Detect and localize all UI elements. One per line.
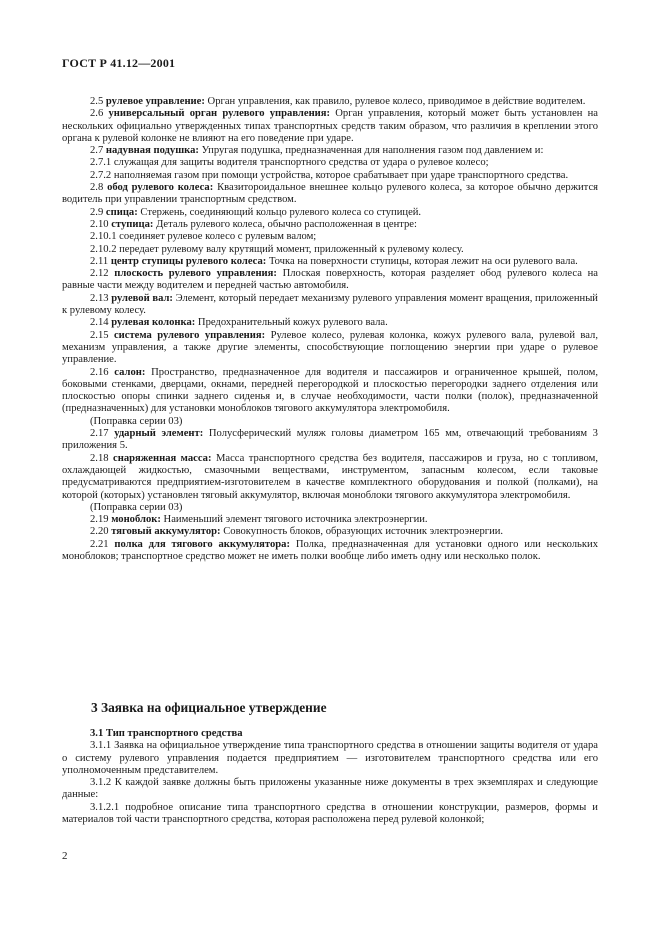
clause-number: 2.13 [90,292,109,304]
definition-2-7-1 [62,157,598,169]
definition-2-19 [62,514,598,526]
definition-text: Полусферический муляж головы диаметром 165 мм, отвечающий требованиям 3 приложения 5. [62,428,598,452]
clause-number: 2.19 [90,514,109,526]
definition-text: передает рулевому валу крутящий момент, приложенный к рулевому колесу. [119,243,464,255]
clause-number: 2.10.2 [90,243,117,255]
definition-term: ударный элемент: [114,428,204,440]
definition-text: Полка, предназначенная для установки одного или нескольких моноблоков; транспортное средство может не иметь полки вообще либо иметь одну или несколько полок. [62,538,598,562]
definition-text: Пространство, предназначенное для водителя и пассажиров и ограниченное крышей, полом, боковыми стенками, дверцами, окнами, передней перегородкой и плоскостью перегородки заднего отделения или плоскостью опоры спинки заднего сиденья и, в случае необходимости, части полки (полок), предназначенной (предназначенных) для установки моноблоков тягового аккумулятора электромобиля. [62,366,598,415]
amendment-text: (Поправка серии 03) [90,501,183,513]
definition-term: тяговый аккумулятор: [111,526,221,538]
clause-number: 2.17 [90,428,109,440]
definition-2-6 [62,108,598,145]
definition-text: Плоская поверхность, которая разделяет обод рулевого колеса на равные части между водителем и передней частью автомобиля. [62,268,598,292]
definition-2-10 [62,219,598,231]
clause-number: 2.16 [90,366,109,378]
definition-term: центр ступицы рулевого колеса: [110,255,267,267]
subheading-text: 3.1 Тип транспортного средства [90,728,243,739]
clause-3-1-2-1 [62,802,598,827]
clause-number: 2.7 [90,145,104,157]
definition-2-21 [62,539,598,564]
definition-text: служащая для защиты водителя транспортного средства от удара о рулевое колесо; [113,157,489,169]
definition-text: Элемент, который передает механизму рулевого управления момент вращения, приложенный к рулевому колесу. [62,292,598,317]
definition-2-5 [62,96,598,108]
definition-text: наполняемая газом при помощи устройства, которое срабатывает при ударе транспортного средства. [113,169,569,181]
definition-text: Упругая подушка, предназначенная для наполнения газом под давлением и: [201,145,544,157]
definition-term: плоскость рулевого управления: [114,268,277,280]
definition-term: система рулевого управления: [113,329,266,341]
subheading-3-1 [62,728,598,740]
definition-text: Рулевое колесо, рулевая колонка, кожух рулевого вала, рулевой вал, механизм управления, а также другие элементы, способствующие поглощению энергии при ударе о рулевое управление. [62,329,598,366]
definition-2-7-2 [62,170,598,182]
definition-2-10-1 [62,231,598,243]
definition-term: моноблок: [111,514,161,526]
definition-term: салон: [114,366,146,378]
definition-text: Точка на поверхности ступицы, которая лежит на оси рулевого вала. [268,255,578,267]
clause-number: 2.7.1 [90,157,112,169]
definition-2-11 [62,256,598,268]
definition-2-16 [62,367,598,416]
clause-number: 3.1.2 [90,777,112,789]
definition-2-9 [62,207,598,219]
definition-2-12 [62,268,598,293]
clause-number: 2.20 [90,526,109,538]
clause-number: 2.10.1 [90,231,117,243]
definition-text: Орган управления, как правило, рулевое колесо, приводимое в действие водителем. [207,96,586,107]
definition-text: Деталь рулевого колеса, обычно расположенная в центре: [156,218,417,230]
clause-number: 2.18 [90,452,109,464]
definition-term: рулевой вал: [111,292,173,304]
clause-text: К каждой заявке должны быть приложены указанные ниже документы в трех экземплярах и следующие данные: [62,777,598,801]
definition-term: полка для тягового аккумулятора: [114,538,290,550]
definition-text: Масса транспортного средства без водителя, пассажиров и груза, но с топливом, охлаждающей жидкостью, смазочными веществами, инструментом, запасным колесом, если таковые предусматриваются предприятием-изготовителем в качестве комплектного оборудования и полкой (полками), на которой (которых) установлен тяговый аккумулятор, включая моноблоки тягового аккумулятора электромобиля. [62,452,599,501]
definition-term: обод рулевого колеса: [107,182,214,194]
clause-text: Заявка на официальное утверждение типа транспортного средства в отношении защиты водителя от удара о систему рулевого управления подается предприятием — изготовителем транспортного средства или его уполномоченным представителем. [62,740,598,776]
definition-term: снаряженная масса: [113,452,212,464]
definition-2-8 [62,182,598,207]
definition-2-15 [62,330,598,367]
clause-number: 2.21 [90,538,109,550]
definition-text: Предохранительный кожух рулевого вала. [197,317,388,329]
definition-2-10-2 [62,244,598,256]
definition-text: Совокупность блоков, образующих источник электроэнергии. [223,526,504,538]
definition-term: универсальный орган рулевого управления: [108,108,331,120]
definition-2-7 [62,145,598,157]
definition-term: надувная подушка: [105,145,199,157]
clause-number: 3.1.1 [90,740,112,752]
definition-2-20 [62,526,598,538]
amendment-note [62,502,598,514]
clause-number: 2.5 [90,96,104,107]
amendment-note [62,416,598,428]
clause-number: 2.14 [90,317,109,329]
definition-term: ступица: [111,218,154,230]
clause-number: 2.6 [90,108,104,120]
definition-term: спица: [105,206,138,218]
amendment-text: (Поправка серии 03) [90,415,183,427]
definition-2-17 [62,428,598,453]
document-header: ГОСТ Р 41.12—2001 [62,56,176,70]
clause-3-1-1 [62,740,598,777]
page-number: 2 [62,850,68,862]
definition-2-13 [62,293,598,318]
clause-number: 2.7.2 [90,169,112,181]
clause-number: 3.1.2.1 [90,801,120,813]
definition-term: рулевая колонка: [111,317,196,329]
clause-number: 2.8 [90,182,104,194]
definition-text: Орган управления, который может быть установлен на нескольких официально утвержденных типах транспортных средств таким образом, что различия в креплении этого органа к рулевой колонке не влияют на его поведение при ударе. [62,108,599,144]
clause-number: 2.12 [90,268,109,280]
clause-number: 2.11 [90,255,109,267]
clause-3-1-2 [62,777,598,802]
definition-text: Наименьший элемент тягового источника электроэнергии. [163,514,428,526]
definition-2-14 [62,317,598,329]
definition-term: рулевое управление: [105,96,205,107]
definition-text: Квазитороидальное внешнее кольцо рулевого колеса, за которое обычно держится водитель при управлении транспортным средством. [62,182,599,206]
definition-2-18 [62,453,598,502]
section-3-body [62,728,598,826]
definitions-list [62,96,598,563]
section-title: 3 Заявка на официальное утверждение [91,700,327,715]
clause-number: 2.9 [90,206,104,218]
clause-number: 2.10 [90,218,109,230]
definition-text: Стержень, соединяющий кольцо рулевого колеса со ступицей. [140,206,422,218]
definition-text: соединяет рулевое колесо с рулевым валом; [119,231,317,243]
clause-text: подробное описание типа транспортного средства в отношении конструкции, размеров, формы и материалов той части транспортного средства, которая расположена перед рулевой колонкой; [62,801,598,826]
clause-number: 2.15 [90,329,109,341]
